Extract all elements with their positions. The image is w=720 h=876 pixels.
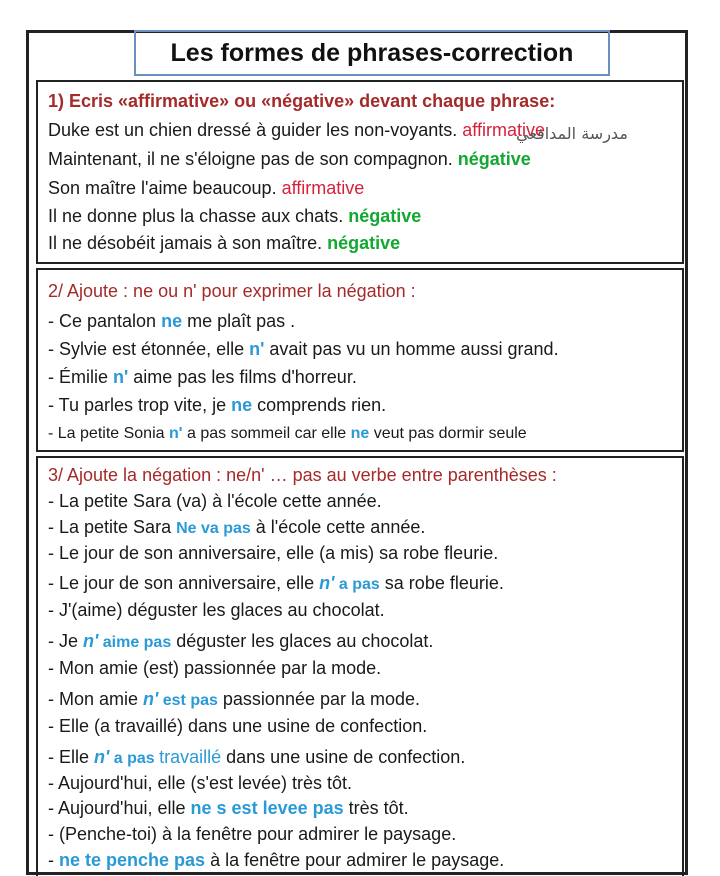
s3-answer-6: - Aujourd'hui, elle ne s est levee pas très tôt. (48, 798, 409, 818)
s3-answer-5: - Elle n' a pas travaillé dans une usine de confection. (48, 747, 466, 767)
s1-line-2: Maintenant, il ne s'éloigne pas de son compagnon. négative (48, 149, 531, 169)
s3-question-3: - J'(aime) déguster les glaces au chocolat. (48, 600, 385, 620)
s3-answer-1: - La petite Sara Ne va pas à l'école cette année. (48, 517, 426, 537)
s3-answer-4: - Mon amie n' est pas passionnée par la mode. (48, 689, 421, 709)
s1-line-4: Il ne donne plus la chasse aux chats. négative (48, 206, 422, 226)
s3-answer-2: - Le jour de son anniversaire, elle n' a pas sa robe fleurie. (48, 573, 504, 593)
s3-question-1: - La petite Sara (va) à l'école cette année. (48, 491, 382, 511)
s3-question-6: - Aujourd'hui, elle (s'est levée) très tôt. (48, 773, 353, 793)
section-2-box (36, 268, 684, 452)
section-1-box (36, 80, 684, 264)
s3-question-7: - (Penche-toi) à la fenêtre pour admirer le paysage. (48, 824, 457, 844)
section-3-header: 3/ Ajoute la négation : ne/n' … pas au verbe entre parenthèses : (48, 465, 557, 485)
section-1-header: 1) Ecris «affirmative» ou «négative» devant chaque phrase: (48, 91, 556, 111)
s2-line-2: - Sylvie est étonnée, elle n' avait pas vu un homme aussi grand. (48, 339, 559, 359)
s1-line-1: Duke est un chien dressé à guider les non-voyants. affirmative (48, 120, 545, 140)
section-3-box (36, 456, 684, 876)
s3-answer-3: - Je n' aime pas déguster les glaces au chocolat. (48, 631, 434, 651)
s2-line-4: - Tu parles trop vite, je ne comprends rien. (48, 395, 387, 415)
watermark-text: مدرسة المدافعي (516, 124, 628, 143)
s2-line-1: - Ce pantalon ne me plaît pas . (48, 311, 296, 331)
section-2-header: 2/ Ajoute : ne ou n' pour exprimer la négation : (48, 281, 416, 301)
s2-line-3: - Émilie n' aime pas les films d'horreur. (48, 367, 357, 387)
s1-line-5: Il ne désobéit jamais à son maître. négative (48, 233, 401, 253)
s3-question-4: - Mon amie (est) passionnée par la mode. (48, 658, 382, 678)
s3-answer-7: - ne te penche pas à la fenêtre pour admirer le paysage. (48, 850, 505, 870)
page-title: Les formes de phrases-correction (134, 30, 610, 76)
s3-question-2: - Le jour de son anniversaire, elle (a mis) sa robe fleurie. (48, 543, 499, 563)
s1-line-3: Son maître l'aime beaucoup. affirmative (48, 178, 365, 198)
s3-question-5: - Elle (a travaillé) dans une usine de confection. (48, 716, 428, 736)
s2-line-5: - La petite Sonia n' a pas sommeil car elle ne veut pas dormir seule (48, 425, 527, 442)
